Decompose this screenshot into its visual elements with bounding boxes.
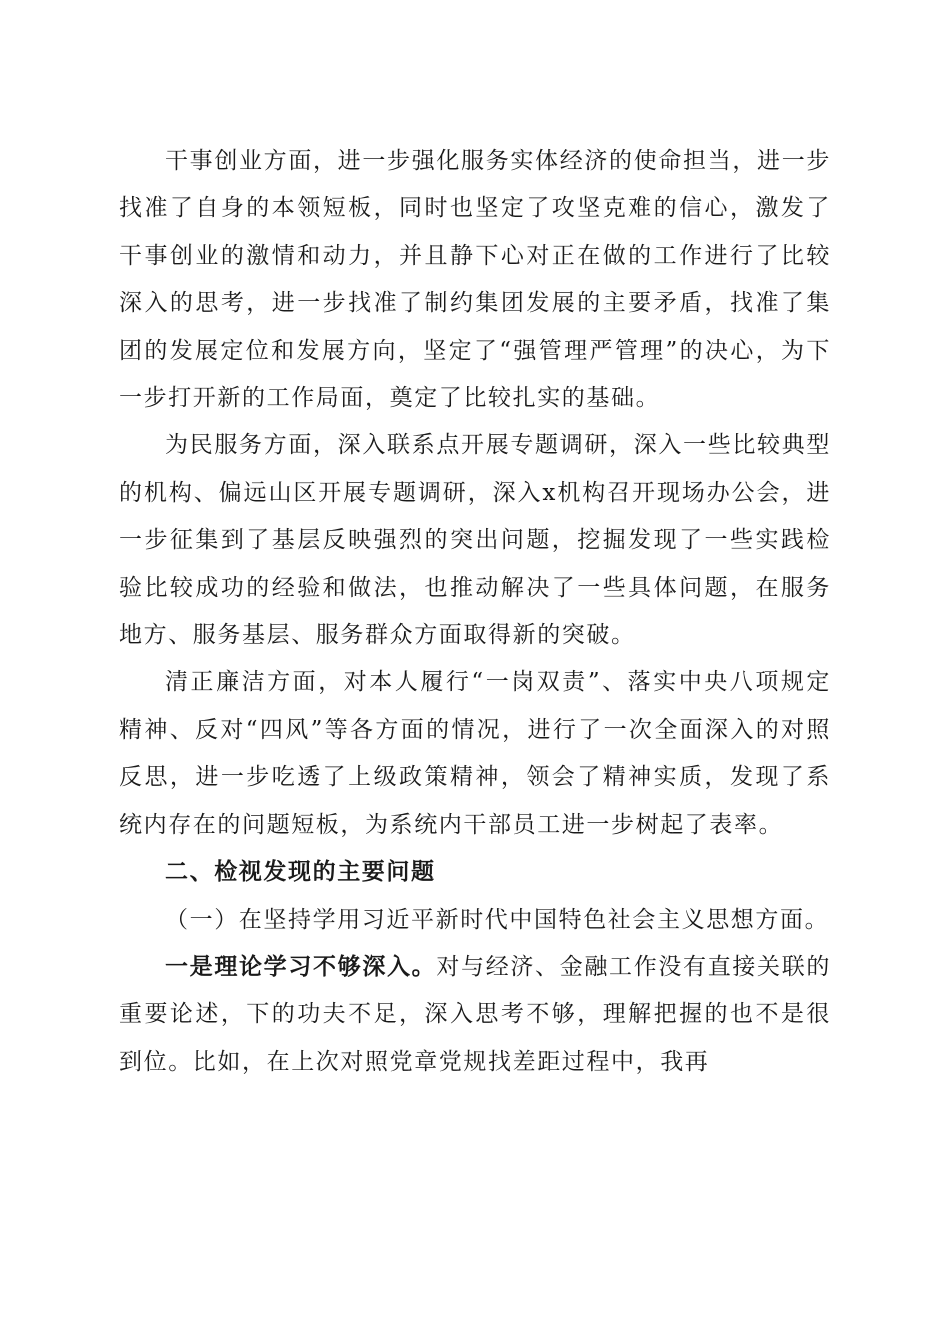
- paragraph-body: 对与经济、金融工作没有直接关联的重要论述，下的功夫不足，深入思考不够，理解把握的也不是很到位。比如，在上次对照党章党规找差距过程中，我再: [119, 953, 831, 1075]
- document-body: [119, 138, 831, 1086]
- section-heading: 二、检视发现的主要问题: [165, 859, 436, 886]
- paragraph-work-entrepreneurship: 干事创业方面，进一步强化服务实体经济的使命担当，进一步找准了自身的本领短板，同时也坚定了攻坚克难的信心，激发了干事创业的激情和动力，并且静下心对正在做的工作进行了比较深入的思考，进一步找准了制约集团发展的主要矛盾，找准了集团的发展定位和发展方向，坚定了“强管理严管理”的决心，为下一步打开新的工作局面，奠定了比较扎实的基础。: [119, 148, 831, 412]
- paragraph-integrity: 清正廉洁方面，对本人履行“一岗双责”、落实中央八项规定精神、反对“四风”等各方面的情况，进行了一次全面深入的对照反思，进一步吃透了上级政策精神，领会了精神实质，发现了系统内存在的问题短板，为系统内干部员工进一步树起了表率。: [119, 669, 831, 838]
- paragraph-lead: 一是理论学习不够深入。: [165, 953, 437, 980]
- subsection-heading: （一）在坚持学用习近平新时代中国特色社会主义思想方面。: [165, 906, 830, 933]
- paragraph-theory-study: [119, 944, 831, 1086]
- paragraph-serving-people: 为民服务方面，深入联系点开展专题调研，深入一些比较典型的机构、偏远山区开展专题调研，深入x机构召开现场办公会，进一步征集到了基层反映强烈的突出问题，挖掘发现了一些实践检验比较成功的经验和做法，也推动解决了一些具体问题，在服务地方、服务基层、服务群众方面取得新的突破。: [119, 432, 831, 649]
